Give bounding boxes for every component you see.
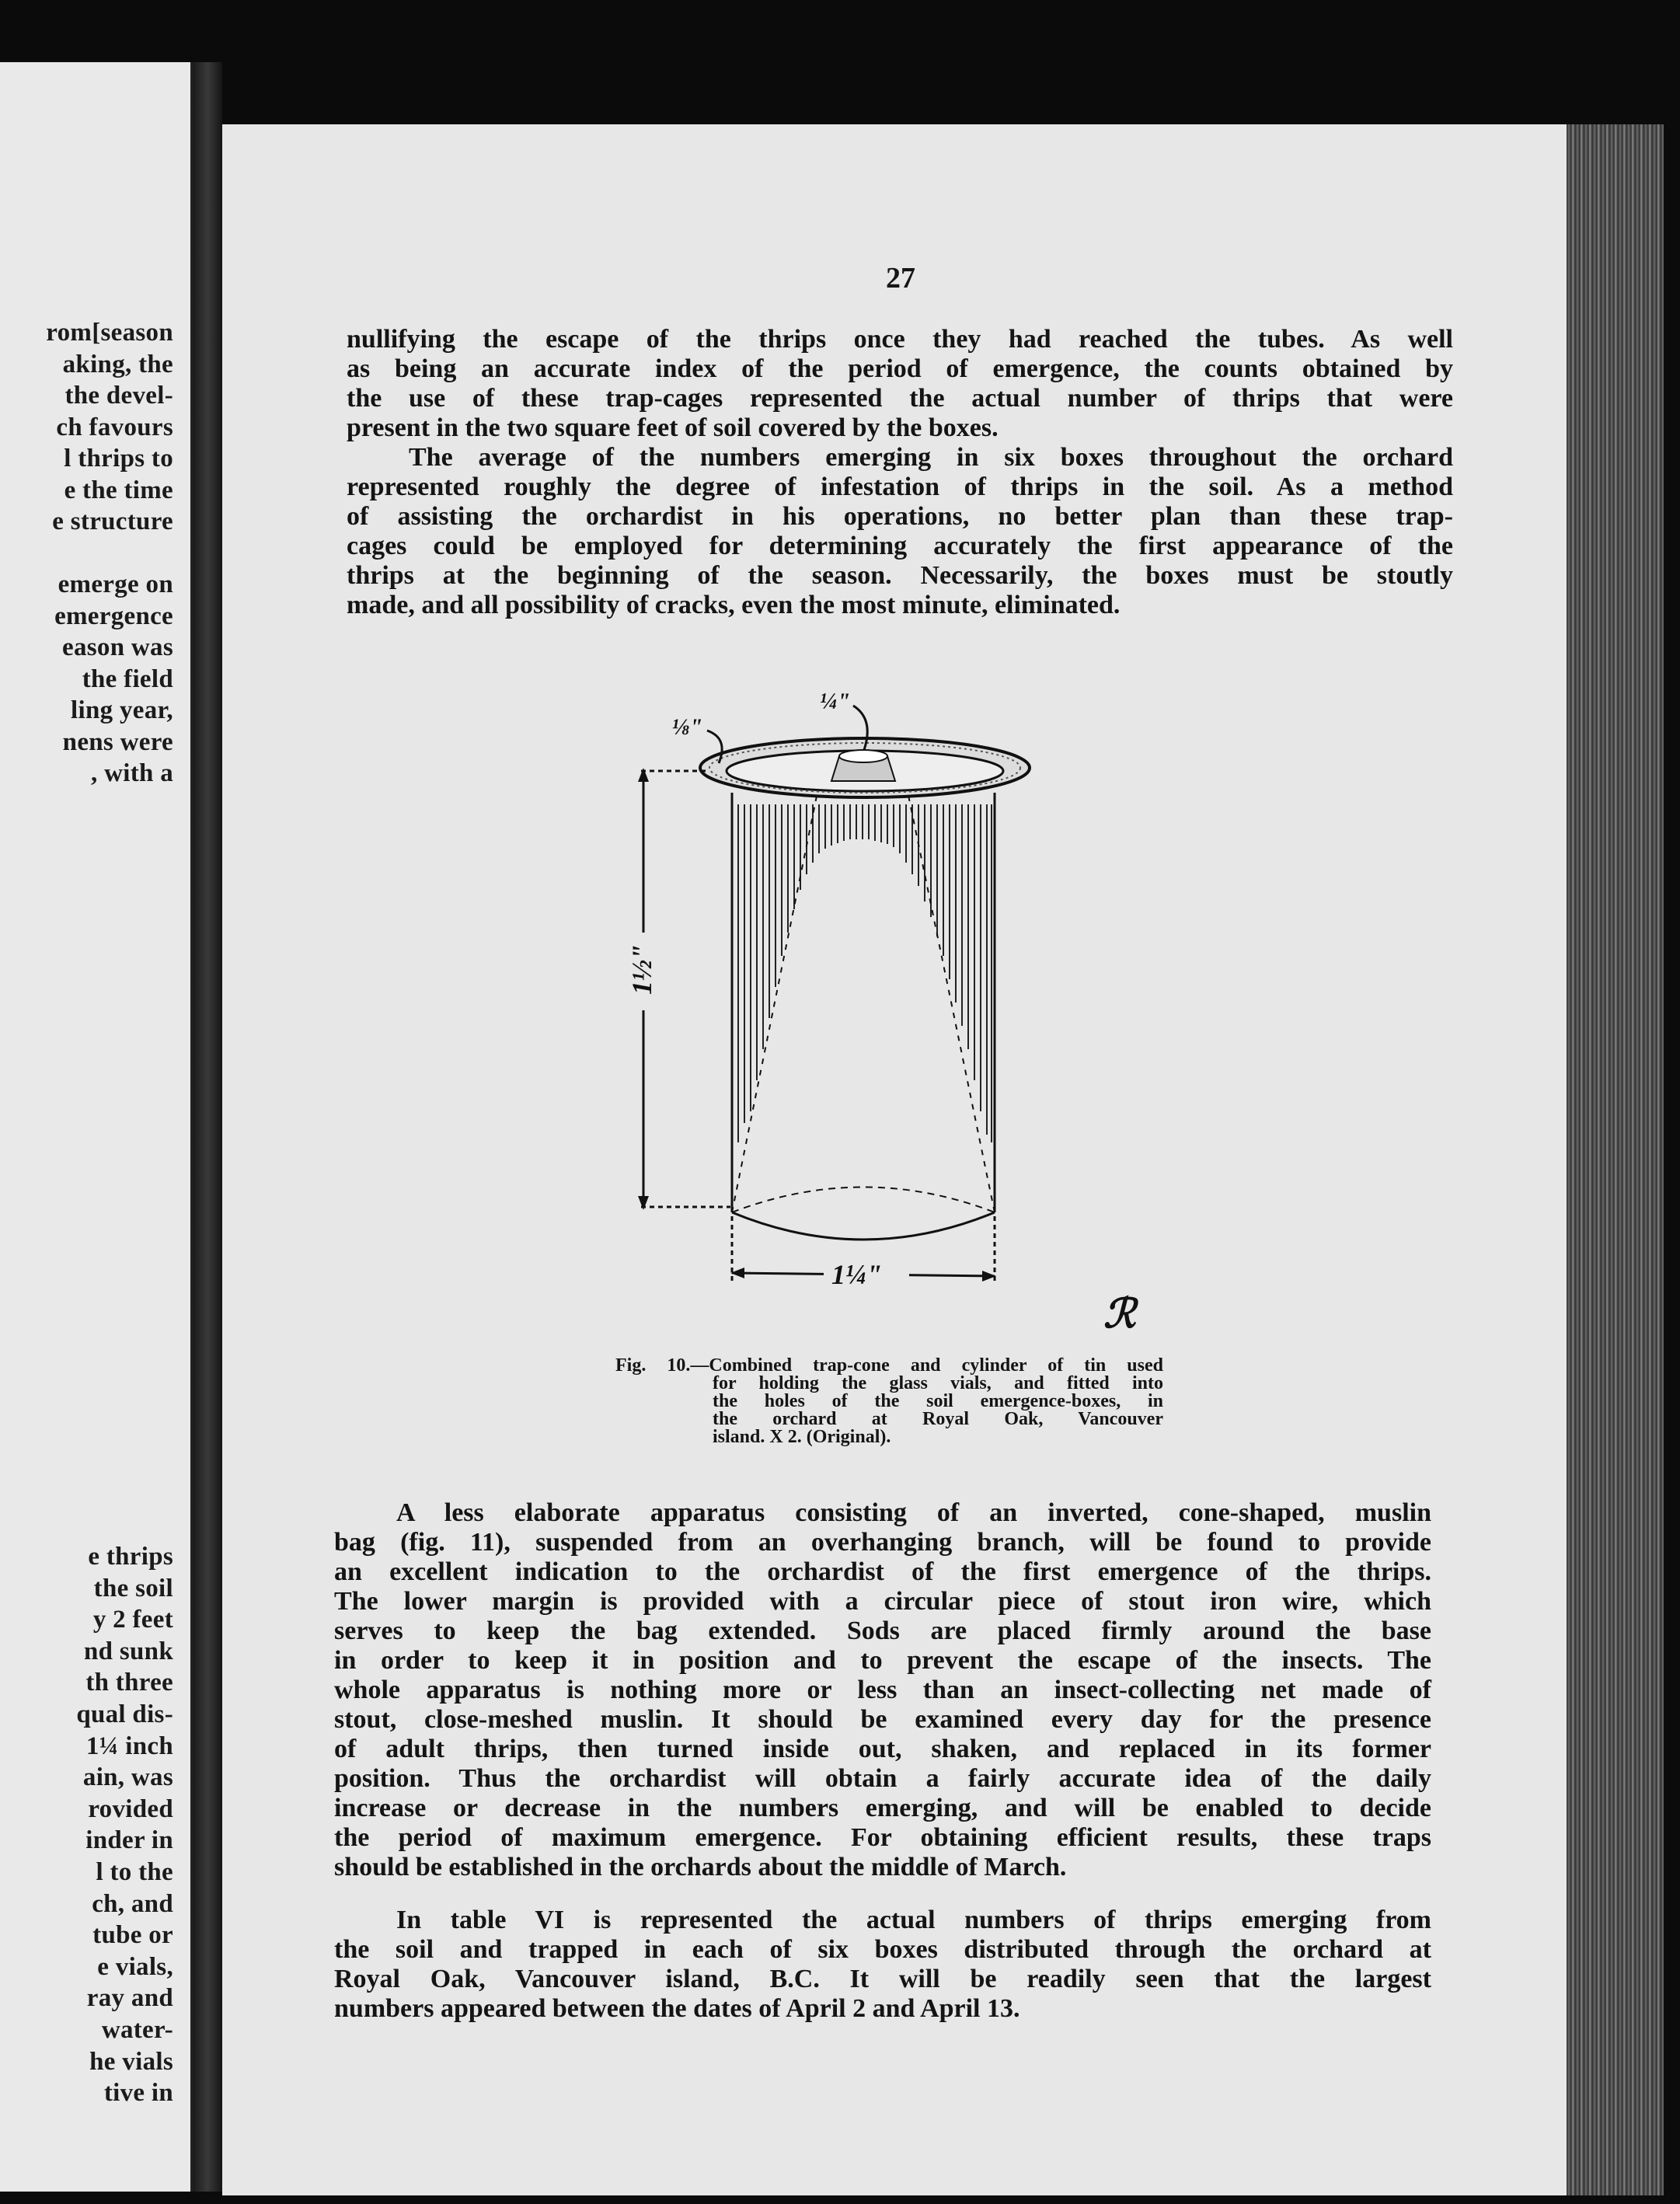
text-line: In table VI is represented the actual numbers of thrips emerging from bbox=[396, 1906, 1431, 1934]
text-line: nullifying the escape of the thrips once they had reached the tubes. As well bbox=[347, 325, 1453, 354]
left-page-line: the devel- bbox=[64, 382, 173, 410]
figure-caption bbox=[615, 1357, 1163, 1446]
left-page-line: rovided bbox=[88, 1794, 173, 1823]
text-line: serves to keep the bag extended. Sods are placed firmly around the base bbox=[334, 1616, 1431, 1645]
text-line: in order to keep it in position and to prevent the escape of the insects. The bbox=[334, 1646, 1431, 1675]
left-page-line: aking, the bbox=[62, 350, 173, 378]
left-page-line: 1¼ inch bbox=[85, 1731, 173, 1760]
book-gutter bbox=[193, 62, 222, 2192]
left-page-line: y 2 feet bbox=[92, 1606, 173, 1634]
left-page-line: emerge on bbox=[58, 570, 173, 598]
left-page-line: tube or bbox=[92, 1921, 173, 1950]
paragraph-2 bbox=[347, 443, 1453, 620]
artist-monogram: ℛ bbox=[1103, 1290, 1136, 1329]
left-page-line: water- bbox=[101, 2016, 173, 2044]
height-arrow-top bbox=[638, 768, 649, 782]
text-line: A less elaborate apparatus consisting of an inverted, cone-shaped, muslin bbox=[396, 1498, 1431, 1527]
left-page-line: eason was bbox=[62, 633, 173, 661]
text-line: Fig. 10.—Combined trap-cone and cylinder of tin used bbox=[615, 1355, 1163, 1376]
text-line: The average of the numbers emerging in six boxes throughout the orchard bbox=[409, 443, 1453, 472]
text-line: stout, close-meshed muslin. It should be examined every day for the presence bbox=[334, 1705, 1431, 1734]
hole-size-label: ¼" bbox=[820, 689, 851, 714]
left-page-line: l thrips to bbox=[64, 445, 173, 473]
text-line: the period of maximum emergence. For obtaining efficient results, these traps bbox=[334, 1823, 1431, 1852]
left-page-line: emergence bbox=[54, 602, 173, 630]
text-line: for holding the glass vials, and fitted into bbox=[713, 1373, 1163, 1393]
text-line: present in the two square feet of soil covered by the boxes. bbox=[347, 413, 999, 442]
text-line: an excellent indication to the orchardist of the first emergence of the thrips. bbox=[334, 1557, 1431, 1586]
paragraph-1 bbox=[347, 325, 1453, 443]
text-line: whole apparatus is nothing more or less than an insect-collecting net made of bbox=[334, 1676, 1431, 1704]
left-page-line: inder in bbox=[85, 1826, 173, 1855]
text-line: represented roughly the degree of infestation of thrips in the soil. As a method bbox=[347, 473, 1453, 501]
left-page-line: the soil bbox=[93, 1574, 173, 1602]
left-page-line: rom[season bbox=[46, 319, 173, 347]
height-label: 1½" bbox=[626, 944, 657, 995]
page-number: 27 bbox=[886, 262, 915, 295]
text-line: the holes of the soil emergence-boxes, in bbox=[713, 1391, 1163, 1411]
left-page-line: qual dis- bbox=[76, 1700, 173, 1728]
left-page-line: e structure bbox=[52, 507, 173, 535]
text-line: Royal Oak, Vancouver island, B.C. It will be readily seen that the largest bbox=[334, 1965, 1431, 1993]
left-page-line: nens were bbox=[62, 727, 173, 756]
text-line: thrips at the beginning of the season. Necessarily, the boxes must be stoutly bbox=[347, 561, 1453, 590]
text-line: bag (fig. 11), suspended from an overhanging branch, will be found to provide bbox=[334, 1528, 1431, 1557]
left-page-line: ray and bbox=[86, 1984, 173, 2013]
figure-10-trap-cone bbox=[606, 676, 1166, 1329]
cone-hole bbox=[839, 750, 887, 762]
left-page-line: ch favours bbox=[56, 413, 173, 441]
text-line: made, and all possibility of cracks, even the most minute, eliminated. bbox=[347, 591, 1121, 619]
paragraph-4 bbox=[334, 1906, 1431, 2024]
rim-size-label: ⅛" bbox=[672, 714, 703, 740]
left-page-line: ling year, bbox=[71, 696, 173, 724]
cone-left-edge bbox=[732, 762, 824, 1212]
left-page-line: , with a bbox=[91, 759, 173, 787]
left-page-line: he vials bbox=[89, 2047, 173, 2076]
text-line: the soil and trapped in each of six boxes distributed through the orchard at bbox=[334, 1935, 1431, 1964]
left-page-line: th three bbox=[85, 1669, 173, 1697]
left-page-line: e thrips bbox=[88, 1543, 173, 1571]
book-page-edge bbox=[1567, 124, 1664, 2195]
text-line: The lower margin is provided with a circular piece of stout iron wire, which bbox=[334, 1587, 1431, 1616]
cylinder-hatching bbox=[732, 804, 992, 1158]
text-line: as being an accurate index of the period of emergence, the counts obtained by bbox=[347, 354, 1453, 383]
text-line: numbers appeared between the dates of April 2 and April 13. bbox=[334, 1994, 1020, 2023]
text-line: the use of these trap-cages represented the actual number of thrips that were bbox=[347, 384, 1453, 413]
text-line: should be established in the orchards about the middle of March. bbox=[334, 1853, 1067, 1881]
text-line: increase or decrease in the numbers emerging, and will be enabled to decide bbox=[334, 1794, 1431, 1822]
width-label: 1¼" bbox=[831, 1259, 882, 1290]
left-page-line: tive in bbox=[103, 2079, 173, 2108]
left-page-line: ain, was bbox=[82, 1763, 173, 1792]
left-page-line: the field bbox=[82, 664, 173, 693]
left-page-line: e vials, bbox=[97, 1952, 173, 1981]
text-line: of adult thrips, then turned inside out, shaken, and replaced in its former bbox=[334, 1735, 1431, 1763]
height-arrow-bottom bbox=[638, 1196, 649, 1210]
text-line: of assisting the orchardist in his operations, no better plan than these trap- bbox=[347, 502, 1453, 531]
left-page-line: nd sunk bbox=[84, 1637, 173, 1665]
left-facing-page bbox=[0, 62, 193, 2192]
text-line: the orchard at Royal Oak, Vancouver bbox=[713, 1409, 1163, 1429]
cylinder-bottom-back bbox=[732, 1187, 995, 1213]
left-page-line: l to the bbox=[96, 1858, 173, 1886]
left-page-line: ch, and bbox=[92, 1889, 173, 1918]
text-line: cages could be employed for determining accurately the first appearance of the bbox=[347, 532, 1453, 560]
cylinder-bottom-front bbox=[732, 1212, 995, 1240]
left-page-line: e the time bbox=[64, 476, 173, 504]
paragraph-3 bbox=[334, 1498, 1431, 1882]
text-line: island. X 2. (Original). bbox=[713, 1427, 891, 1447]
text-line: position. Thus the orchardist will obtain a fairly accurate idea of the daily bbox=[334, 1764, 1431, 1793]
